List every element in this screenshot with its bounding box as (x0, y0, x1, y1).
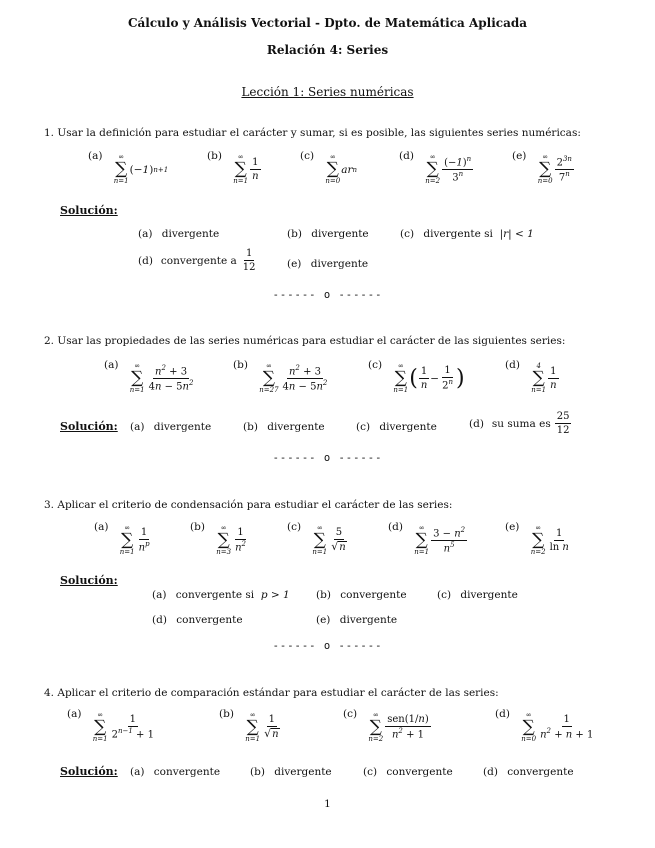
problem-2-item-b (233, 359, 330, 394)
series-formula: 4 ∑ n=1 $\frac{1}{n}$ (531, 362, 557, 394)
series-formula: ∞ ∑ n=2 $\frac{(-1)^n}{3^n}$ (425, 153, 472, 185)
item-label: (d) (152, 614, 167, 626)
answer-text: divergente (310, 258, 369, 270)
problem-2-item-d (505, 359, 560, 394)
problem-4-answer-c (363, 766, 453, 778)
problem-2-text: Usar las propiedades de las series numéricas para estudiar el carácter de las siguientes series: (57, 335, 566, 347)
answer-text: divergente si (423, 228, 493, 240)
item-label: (e) (505, 521, 520, 533)
problem-4-statement (44, 687, 499, 699)
problem-2-answer-c (356, 421, 437, 433)
document-subtitle: Relación 4: Series (266, 43, 389, 57)
series-formula: ∞ ∑ n=1 ( $\frac{1}{n}$ − $\frac{1}{2^n}$ ) (393, 362, 465, 394)
problem-4-item-a (67, 708, 157, 743)
solution-label-3: Solución: (60, 574, 118, 587)
item-label: (b) (233, 359, 248, 371)
problem-1-text: Usar la definición para estudiar el carácter y sumar, si es posible, las siguientes series numéricas: (57, 127, 581, 139)
item-label: (c) (356, 421, 371, 433)
series-formula: ∞ ∑ n=1 $\frac{n^2 + 3}{4n - 5n^2}$ (129, 362, 194, 394)
problem-3-number: 3. (44, 499, 55, 511)
series-formula: ∞ ∑ n=1 $\frac{1}{n^p}$ (119, 524, 150, 556)
item-label: (c) (400, 228, 415, 240)
item-label: (b) (190, 521, 205, 533)
problem-2-answer-d (469, 411, 572, 436)
problem-3-item-d (388, 521, 468, 556)
item-label: (b) (316, 589, 331, 601)
lesson-heading (0, 85, 655, 99)
answer-text: convergente si (175, 589, 255, 601)
lesson-heading-text: Lección 1: Series numéricas (241, 85, 414, 99)
answer-text: divergente (339, 614, 398, 626)
problem-1-item-e (512, 150, 575, 185)
item-label: (d) (388, 521, 403, 533)
item-label: (b) (207, 150, 222, 162)
problem-1-answer-d (138, 248, 259, 273)
answer-value: $\frac{1}{12}$ (242, 248, 256, 273)
item-label: (c) (368, 359, 383, 371)
item-label: (d) (505, 359, 520, 371)
item-label: (a) (67, 708, 82, 720)
section-separator: ------ o ------ (272, 640, 383, 652)
page-number: 1 (324, 798, 331, 810)
problem-4-answer-a (130, 766, 220, 778)
section-separator: ------ o ------ (272, 289, 383, 301)
answer-text: divergente (267, 421, 325, 433)
answer-text: divergente (460, 589, 518, 601)
answer-value: $\frac{25}{12}$ (556, 411, 570, 436)
problem-3-answer-c (437, 589, 518, 601)
problem-3-answer-b (316, 589, 407, 601)
item-label: (b) (250, 766, 265, 778)
item-label: (c) (437, 589, 452, 601)
answer-text: convergente (386, 766, 453, 778)
item-label: (c) (343, 708, 358, 720)
item-label: (c) (363, 766, 378, 778)
problem-1-answer-e (287, 258, 368, 270)
series-formula: ∞ ∑ n=0 $\frac{2^{3n}}{7^n}$ (537, 153, 572, 185)
solution-label-1: Solución: (60, 204, 118, 217)
series-formula: ∞ ∑ n=1 1 √ n (245, 711, 279, 743)
item-label: (d) (399, 150, 414, 162)
item-label: (a) (130, 421, 145, 433)
answer-condition: p > 1 (257, 589, 290, 601)
problem-4-answer-b (250, 766, 332, 778)
problem-4-answer-d (483, 766, 574, 778)
item-label: (c) (287, 521, 302, 533)
item-label: (b) (243, 421, 258, 433)
answer-text: divergente (274, 766, 332, 778)
item-label: (a) (152, 589, 167, 601)
series-formula: ∞ ∑ n=1 ( −1 ) n+1 (113, 153, 169, 185)
answer-text: divergente (161, 228, 220, 240)
problem-3-item-a (94, 521, 153, 556)
problem-1-item-d (399, 150, 474, 185)
problem-3-answer-a (152, 589, 290, 601)
item-label: (a) (88, 150, 103, 162)
series-formula: ∞ ∑ n=3 $\frac{1}{n^2}$ (216, 524, 247, 556)
problem-2-answer-a (130, 421, 211, 433)
problem-4-text: Aplicar el criterio de comparación estándar para estudiar el carácter de las series: (57, 687, 499, 699)
item-label: (a) (138, 228, 153, 240)
item-label: (a) (104, 359, 119, 371)
problem-3-answer-e (316, 614, 397, 626)
problem-2-item-a (104, 359, 196, 394)
problem-3-item-e (505, 521, 572, 556)
item-label: (d) (483, 766, 498, 778)
item-label: (e) (512, 150, 527, 162)
problem-1-answer-b (287, 228, 369, 240)
document-title: Cálculo y Análisis Vectorial - Dpto. de Matemática Aplicada (127, 16, 528, 30)
problem-4-item-b (219, 708, 283, 743)
series-formula: ∞ ∑ n=2 $\frac{1}{\text{ln n}}$ (530, 524, 569, 556)
problem-1-number: 1. (44, 127, 55, 139)
solution-label-4: Solución: (60, 765, 118, 778)
problem-3-answer-d (152, 614, 243, 626)
problem-1-statement (44, 127, 581, 139)
answer-text: convergente (176, 614, 243, 626)
problem-3-item-b (190, 521, 249, 556)
section-separator: ------ o ------ (272, 452, 383, 464)
problem-1-item-a (88, 150, 168, 185)
problem-3-text: Aplicar el criterio de condensación para estudiar el carácter de las series: (57, 499, 453, 511)
problem-4-number: 4. (44, 687, 55, 699)
series-formula: ∞ ∑ n=0 $\frac{1}{n^2 + n + 1}$ (521, 711, 594, 743)
problem-3-item-c (287, 521, 350, 556)
item-label: (c) (300, 150, 315, 162)
answer-condition: |r| < 1 (496, 228, 534, 240)
item-label: (b) (219, 708, 234, 720)
item-label: (b) (287, 228, 302, 240)
problem-1-item-b (207, 150, 262, 185)
series-formula: ∞ ∑ n=1 5 √ n (312, 524, 346, 556)
item-label: (a) (130, 766, 145, 778)
problem-4-item-d (495, 708, 596, 743)
item-label: (d) (495, 708, 510, 720)
series-formula: ∞ ∑ n=1 $\frac{1}{n}$ (233, 153, 259, 185)
solution-label-2: Solución: (60, 420, 118, 433)
series-formula: ∞ ∑ n=1 $\frac{1}{2^{n-1} + 1}$ (92, 711, 154, 743)
answer-text: divergente (379, 421, 437, 433)
series-formula: ∞ ∑ n=1 $\frac{3 - n^2}{n^5}$ (414, 524, 466, 556)
problem-1-answer-c (400, 228, 534, 240)
item-label: (d) (138, 254, 153, 267)
answer-text: convergente (340, 589, 407, 601)
answer-text: divergente (153, 421, 212, 433)
item-label: (e) (316, 614, 331, 626)
series-formula: ∞ ∑ n=2 $\frac{\text{sen(1/n)}}{n^2 + 1}$ (368, 711, 429, 743)
problem-2-statement (44, 335, 565, 347)
problem-1-answer-a (138, 228, 219, 240)
problem-2-number: 2. (44, 335, 55, 347)
answer-text: divergente (311, 228, 369, 240)
item-label: (a) (94, 521, 109, 533)
answer-text: su suma es (491, 417, 551, 430)
answer-text: convergente (507, 766, 574, 778)
item-label: (d) (469, 417, 484, 430)
answer-text: convergente (153, 766, 221, 778)
item-label: (e) (287, 258, 302, 270)
problem-1-item-c (300, 150, 357, 185)
problem-3-statement (44, 499, 452, 511)
problem-2-answer-b (243, 421, 325, 433)
problem-4-item-c (343, 708, 432, 743)
series-formula: ∞ ∑ n=0 ar n (325, 153, 358, 185)
answer-text: convergente a (160, 254, 237, 267)
problem-2-item-c (368, 359, 465, 394)
series-formula: ∞ ∑ n=27 $\frac{n^2 + 3}{4n - 5n^2}$ (259, 362, 328, 394)
